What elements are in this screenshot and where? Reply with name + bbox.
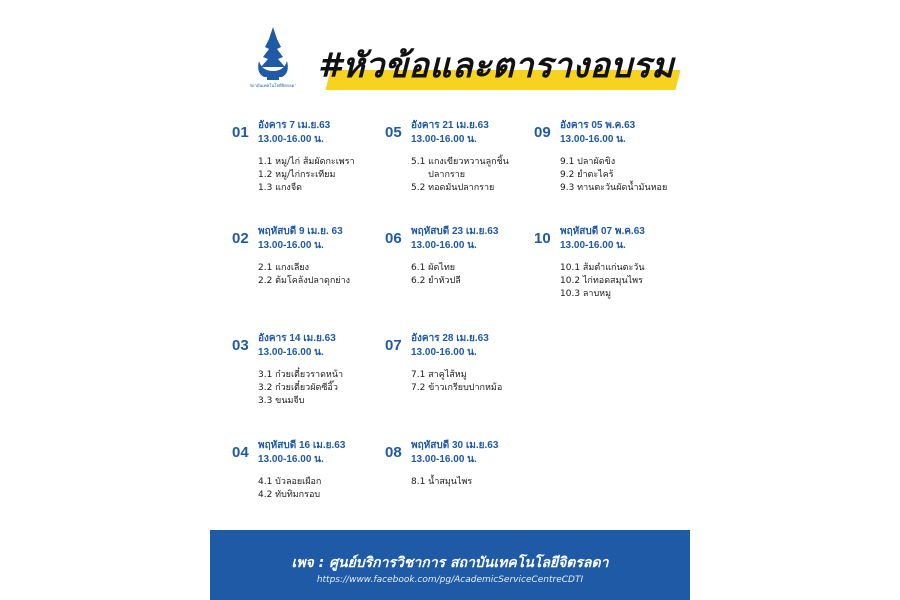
session-date: อังคาร 14 เม.ย.63 (258, 333, 336, 344)
session-number: 03 (232, 337, 249, 354)
title-block (318, 38, 674, 92)
session-date: พฤหัสบดี 9 เม.ย. 63 (258, 226, 343, 237)
session-time: 13.00-16.00 น. (258, 240, 324, 251)
session-menu: 10.1 ส้มตำแก่นตะวัน 10.2 ไก่ทอดสมุนไพร 10.3 ลาบหมู (560, 263, 645, 299)
session-menu: 9.1 ปลาผัดขิง 9.2 ยำตะไคร้ 9.3 ทานตะวันผัดน้ำมันหอย (560, 157, 668, 193)
session-number: 06 (385, 230, 402, 247)
session-menu: 8.1 น้ำสมุนไพร (411, 477, 473, 487)
logo-caption: สถาบันเทคโนโลยีจิตรลดา (250, 83, 296, 88)
session-date: อังคาร 28 เม.ย.63 (411, 333, 489, 344)
session-menu: 5.1 แกงเขียวหวานลูกชิ้น ปลากราย 5.2 ทอดมันปลากราย (411, 157, 509, 193)
session-number: 01 (232, 124, 249, 141)
session-menu: 3.1 ก๋วยเตี๋ยวราดหน้า 3.2 ก๋วยเตี๋ยวผัดซีอิ๊ว 3.3 ขนมจีบ (258, 370, 344, 406)
page-title: #หัวข้อและตารางอบรม (318, 46, 675, 86)
session-date: พฤหัสบดี 23 เม.ย.63 (411, 226, 499, 237)
session-number: 08 (385, 444, 402, 461)
session-menu: 7.1 สาคูไส้หมู 7.2 ข้าวเกรียบปากหม้อ (411, 370, 503, 393)
session-time: 13.00-16.00 น. (560, 240, 626, 251)
session-time: 13.00-16.00 น. (258, 347, 324, 358)
session-date: อังคาร 7 เม.ย.63 (258, 120, 331, 131)
session-time: 13.00-16.00 น. (560, 134, 626, 145)
footer-url[interactable]: https://www.facebook.com/pg/AcademicServiceCentreCDTI (316, 575, 584, 585)
footer-page-name: เพจ : ศูนย์บริการวิชาการ สถาบันเทคโนโลยีจิตรลดา (291, 555, 609, 571)
session-time: 13.00-16.00 น. (411, 347, 477, 358)
session-number: 04 (232, 444, 249, 461)
session-menu: 6.1 ผัดไทย 6.2 ยำหัวปลี (411, 263, 461, 286)
session-time: 13.00-16.00 น. (258, 134, 324, 145)
session-date: พฤหัสบดี 30 เม.ย.63 (411, 440, 499, 451)
session-number: 09 (534, 124, 551, 141)
session-number: 07 (385, 337, 402, 354)
session-date: อังคาร 21 เม.ย.63 (411, 120, 489, 131)
session-date: พฤหัสบดี 07 พ.ค.63 (560, 226, 645, 237)
session-date: อังคาร 05 พ.ค.63 (560, 120, 636, 131)
institute-emblem-icon (250, 25, 296, 89)
session-number: 05 (385, 124, 402, 141)
session-menu: 1.1 หมู/ไก่ ส้มผัดกะเพรา 1.2 หมู/ไก่กระเทียม 1.3 แกงจืด (258, 157, 355, 193)
session-number: 02 (232, 230, 249, 247)
session-menu: 4.1 บัวลอยเผือก 4.2 ทับทิมกรอบ (258, 477, 322, 500)
session-menu: 2.1 แกงเลียง 2.2 ต้มโคล้งปลาดุกย่าง (258, 263, 351, 286)
footer-banner (210, 530, 690, 600)
session-time: 13.00-16.00 น. (411, 134, 477, 145)
session-date: พฤหัสบดี 16 เม.ย.63 (258, 440, 346, 451)
session-number: 10 (534, 230, 551, 247)
session-time: 13.00-16.00 น. (411, 240, 477, 251)
session-time: 13.00-16.00 น. (411, 454, 477, 465)
session-time: 13.00-16.00 น. (258, 454, 324, 465)
